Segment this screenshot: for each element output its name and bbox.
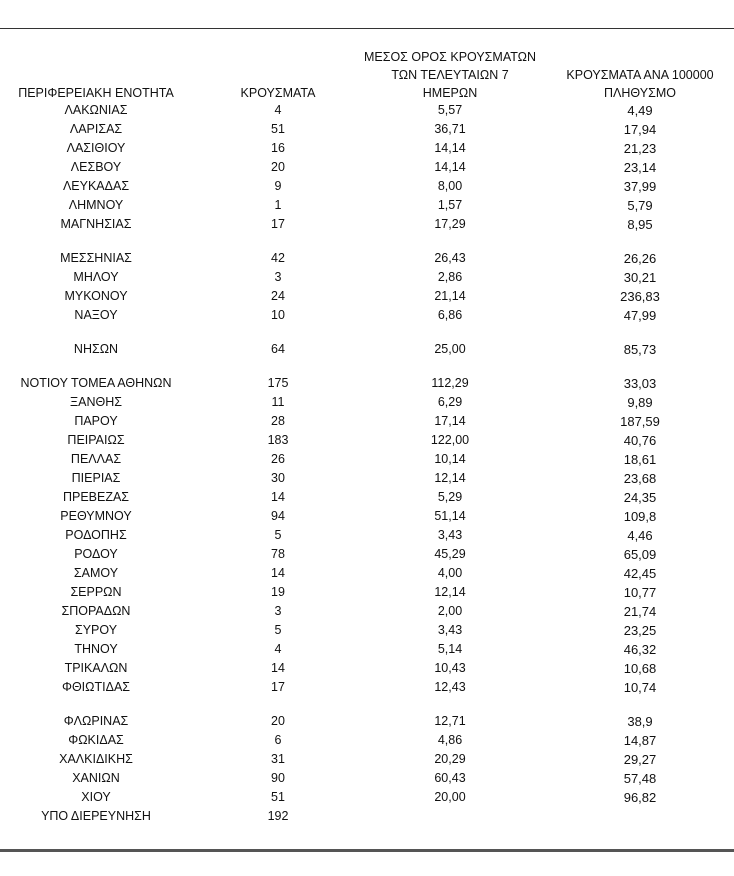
cases-cell: 51 [271, 790, 285, 804]
region-cell: ΝΗΣΩΝ [73, 342, 119, 356]
header-avg7-line1: ΜΕΣΟΣ ΟΡΟΣ ΚΡΟΥΣΜΑΤΩΝ [363, 50, 537, 64]
avg7-cell: 25,00 [434, 342, 466, 356]
cases-cell: 28 [271, 414, 285, 428]
table-row [0, 659, 734, 678]
region-cell: ΧΑΝΙΩΝ [72, 771, 120, 785]
table-row [0, 488, 734, 507]
avg7-cell: 6,86 [437, 308, 463, 322]
region-cell: ΤΗΝΟΥ [74, 642, 118, 656]
table-row [0, 564, 734, 583]
avg7-cell: 112,29 [431, 376, 469, 390]
table-row [0, 807, 734, 826]
avg7-cell: 4,86 [437, 733, 463, 747]
per100k-cell: 23,25 [623, 623, 657, 638]
cases-cell: 16 [271, 141, 285, 155]
cases-cell: 17 [271, 217, 285, 231]
per100k-cell: 10,74 [623, 680, 657, 695]
per100k-cell: 42,45 [623, 566, 657, 581]
avg7-cell: 12,43 [434, 680, 466, 694]
cases-cell: 94 [271, 509, 285, 523]
avg7-cell: 17,29 [434, 217, 466, 231]
header-avg7-line2: ΤΩΝ ΤΕΛΕΥΤΑΙΩΝ 7 [391, 68, 509, 82]
cases-cell: 11 [271, 395, 285, 409]
avg7-cell: 8,00 [437, 179, 463, 193]
avg7-cell: 60,43 [434, 771, 466, 785]
region-cell: ΡΟΔΟΠΗΣ [65, 528, 127, 542]
avg7-cell: 122,00 [430, 433, 470, 447]
header-region: ΠΕΡΙΦΕΡΕΙΑΚΗ ΕΝΟΤΗΤΑ [18, 86, 174, 100]
table-row [0, 412, 734, 431]
per100k-cell: 23,68 [623, 471, 657, 486]
cases-cell: 90 [271, 771, 285, 785]
avg7-cell: 51,14 [434, 509, 466, 523]
table-row [0, 374, 734, 393]
region-cell: ΠΙΕΡΙΑΣ [71, 471, 121, 485]
header-per100k-line1: ΚΡΟΥΣΜΑΤΑ ΑΝΑ 100000 [566, 68, 714, 82]
region-cell: ΠΕΛΛΑΣ [70, 452, 122, 466]
cases-cell: 4 [274, 642, 282, 656]
per100k-cell: 10,68 [623, 661, 657, 676]
region-cell: ΜΥΚΟΝΟΥ [64, 289, 128, 303]
per100k-cell: 10,77 [623, 585, 657, 600]
cases-cell: 64 [271, 342, 285, 356]
per100k-cell: 38,9 [627, 714, 653, 729]
per100k-cell: 40,76 [623, 433, 657, 448]
per100k-cell: 5,79 [627, 198, 653, 213]
region-cell: ΠΕΙΡΑΙΩΣ [67, 433, 125, 447]
region-cell: ΞΑΝΘΗΣ [70, 395, 122, 409]
cases-cell: 31 [271, 752, 285, 766]
avg7-cell: 12,14 [434, 471, 466, 485]
per100k-cell: 46,32 [623, 642, 657, 657]
cases-cell: 1 [274, 198, 282, 212]
table-row [0, 621, 734, 640]
per100k-cell: 4,49 [627, 103, 653, 118]
cases-cell: 10 [271, 308, 285, 322]
region-cell: ΣΕΡΡΩΝ [70, 585, 122, 599]
avg7-cell: 12,71 [434, 714, 466, 728]
per100k-cell: 236,83 [620, 289, 660, 304]
cases-cell: 14 [271, 490, 285, 504]
avg7-cell: 20,29 [434, 752, 466, 766]
table-row [0, 120, 734, 139]
region-cell: ΛΕΣΒΟΥ [70, 160, 122, 174]
cases-cell: 183 [267, 433, 289, 447]
cases-cell: 20 [271, 160, 285, 174]
header-per100k [540, 66, 734, 102]
avg7-cell: 4,00 [437, 566, 463, 580]
per100k-cell: 4,46 [627, 528, 653, 543]
cases-cell: 14 [271, 566, 285, 580]
avg7-cell: 5,29 [437, 490, 463, 504]
per100k-cell: 29,27 [623, 752, 657, 767]
header-avg7-line3: ΗΜΕΡΩΝ [422, 86, 478, 100]
avg7-cell: 21,14 [434, 289, 466, 303]
region-cell: ΥΠΟ ΔΙΕΡΕΥΝΗΣΗ [41, 809, 151, 823]
per100k-cell: 9,89 [627, 395, 653, 410]
table-row [0, 431, 734, 450]
table-row [0, 507, 734, 526]
cases-cell: 9 [274, 179, 282, 193]
region-cell: ΦΛΩΡΙΝΑΣ [63, 714, 129, 728]
per100k-cell: 17,94 [623, 122, 657, 137]
table-row [0, 196, 734, 215]
table-row [0, 158, 734, 177]
per100k-cell: 24,35 [623, 490, 657, 505]
avg7-cell: 6,29 [437, 395, 463, 409]
region-cell: ΡΟΔΟΥ [74, 547, 118, 561]
table-row [0, 469, 734, 488]
avg7-cell: 14,14 [434, 160, 466, 174]
per100k-cell: 23,14 [623, 160, 657, 175]
avg7-cell: 36,71 [434, 122, 466, 136]
avg7-cell: 5,57 [437, 103, 463, 117]
table-row [0, 712, 734, 731]
cases-cell: 42 [271, 251, 285, 265]
per100k-cell: 30,21 [623, 270, 657, 285]
region-cell: ΠΑΡΟΥ [74, 414, 118, 428]
per100k-cell: 85,73 [623, 342, 657, 357]
region-cell: ΝΟΤΙΟΥ ΤΟΜΕΑ ΑΘΗΝΩΝ [20, 376, 172, 390]
avg7-cell: 26,43 [434, 251, 466, 265]
per100k-cell: 8,95 [627, 217, 653, 232]
per100k-cell: 187,59 [620, 414, 660, 429]
per100k-cell: 37,99 [623, 179, 657, 194]
region-cell: ΣΥΡΟΥ [74, 623, 118, 637]
region-cell: ΛΕΥΚΑΔΑΣ [62, 179, 130, 193]
table-row [0, 268, 734, 287]
cases-cell: 17 [271, 680, 285, 694]
region-cell: ΜΕΣΣΗΝΙΑΣ [60, 251, 132, 265]
region-cell: ΤΡΙΚΑΛΩΝ [64, 661, 128, 675]
table-row [0, 450, 734, 469]
cases-cell: 175 [267, 376, 289, 390]
header-avg7 [350, 48, 550, 102]
region-cell: ΛΗΜΝΟΥ [68, 198, 124, 212]
region-cell: ΡΕΘΥΜΝΟΥ [60, 509, 132, 523]
per100k-cell: 96,82 [623, 790, 657, 805]
per100k-cell: 47,99 [623, 308, 657, 323]
cases-cell: 24 [271, 289, 285, 303]
cases-cell: 5 [274, 528, 282, 542]
avg7-cell: 12,14 [434, 585, 466, 599]
table-row [0, 249, 734, 268]
avg7-cell: 14,14 [434, 141, 466, 155]
table-row [0, 788, 734, 807]
region-cell: ΧΑΛΚΙΔΙΚΗΣ [59, 752, 133, 766]
avg7-cell: 1,57 [437, 198, 463, 212]
per100k-cell: 21,74 [623, 604, 657, 619]
cases-cell: 78 [271, 547, 285, 561]
cases-cell: 14 [271, 661, 285, 675]
avg7-cell: 20,00 [434, 790, 466, 804]
per100k-cell: 109,8 [623, 509, 657, 524]
cases-cell: 26 [271, 452, 285, 466]
avg7-cell: 10,43 [434, 661, 466, 675]
top-rule [0, 28, 734, 29]
cases-cell: 192 [267, 809, 289, 823]
region-cell: ΛΑΡΙΣΑΣ [69, 122, 123, 136]
region-cell: ΦΩΚΙΔΑΣ [68, 733, 124, 747]
per100k-cell: 57,48 [623, 771, 657, 786]
table-row [0, 139, 734, 158]
table-row [0, 306, 734, 325]
avg7-cell: 5,14 [437, 642, 463, 656]
table-row [0, 640, 734, 659]
cases-cell: 3 [274, 604, 282, 618]
cases-cell: 5 [274, 623, 282, 637]
region-cell: ΛΑΚΩΝΙΑΣ [64, 103, 128, 117]
region-cell: ΦΘΙΩΤΙΔΑΣ [61, 680, 131, 694]
cases-cell: 4 [274, 103, 282, 117]
region-cell: ΠΡΕΒΕΖΑΣ [62, 490, 130, 504]
header-per100k-line2: ΠΛΗΘΥΣΜΟ [604, 86, 676, 100]
table-row [0, 393, 734, 412]
table-row [0, 545, 734, 564]
region-cell: ΣΠΟΡΑΔΩΝ [61, 604, 131, 618]
region-cell: ΜΗΛΟΥ [73, 270, 119, 284]
avg7-cell: 17,14 [434, 414, 466, 428]
avg7-cell: 2,00 [437, 604, 463, 618]
per100k-cell: 14,87 [623, 733, 657, 748]
region-cell: ΛΑΣΙΘΙΟΥ [66, 141, 126, 155]
table-row [0, 602, 734, 621]
region-cell: ΜΑΓΝΗΣΙΑΣ [60, 217, 132, 231]
table-row [0, 750, 734, 769]
table-row [0, 583, 734, 602]
cases-cell: 51 [271, 122, 285, 136]
table-row [0, 215, 734, 234]
region-cell: ΝΑΞΟΥ [74, 308, 118, 322]
per100k-cell: 18,61 [623, 452, 657, 467]
table-row [0, 769, 734, 788]
per100k-cell: 21,23 [623, 141, 657, 156]
table-row [0, 287, 734, 306]
table-row [0, 731, 734, 750]
table-row [0, 526, 734, 545]
cases-cell: 3 [274, 270, 282, 284]
table-row [0, 340, 734, 359]
cases-cell: 6 [274, 733, 282, 747]
cases-cell: 30 [271, 471, 285, 485]
bottom-rule [0, 849, 734, 852]
cases-table-body [0, 101, 734, 826]
table-row [0, 101, 734, 120]
region-cell: ΧΙΟΥ [81, 790, 111, 804]
avg7-cell: 3,43 [437, 623, 463, 637]
per100k-cell: 65,09 [623, 547, 657, 562]
per100k-cell: 33,03 [623, 376, 657, 391]
avg7-cell: 10,14 [434, 452, 466, 466]
region-cell: ΣΑΜΟΥ [73, 566, 119, 580]
avg7-cell: 45,29 [434, 547, 466, 561]
cases-cell: 19 [271, 585, 285, 599]
avg7-cell: 2,86 [437, 270, 463, 284]
cases-cell: 20 [271, 714, 285, 728]
table-row [0, 678, 734, 697]
avg7-cell: 3,43 [437, 528, 463, 542]
per100k-cell: 26,26 [623, 251, 657, 266]
table-row [0, 177, 734, 196]
header-cases: ΚΡΟΥΣΜΑΤΑ [240, 86, 316, 100]
